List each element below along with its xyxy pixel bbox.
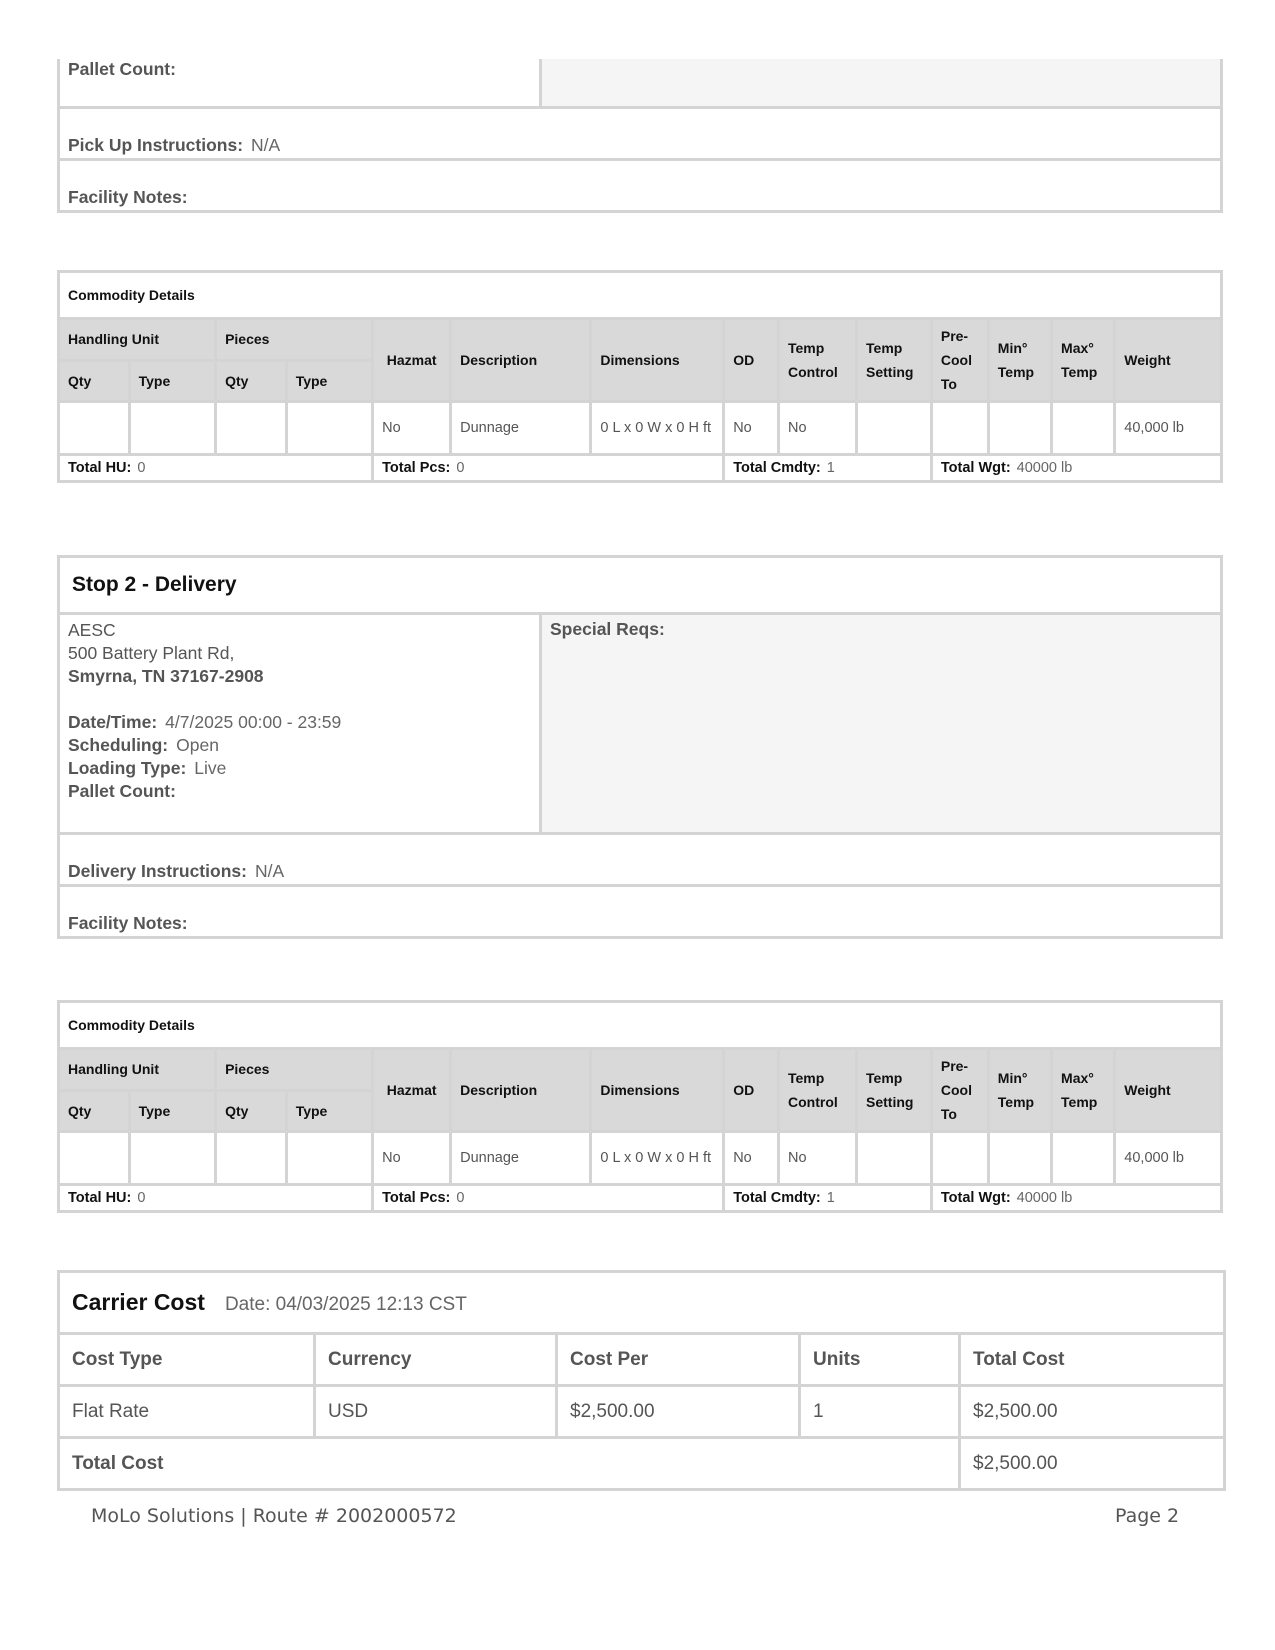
- max-temp-header: Max° Temp: [1052, 1049, 1115, 1132]
- total-hu: 0: [137, 460, 146, 476]
- hazmat-header: Hazmat: [373, 1049, 451, 1132]
- total-cost-label: Total Cost: [59, 1438, 960, 1490]
- stop2-section: [57, 555, 1223, 939]
- weight-header: Weight: [1115, 1049, 1222, 1132]
- pickup-instructions: Pick Up Instructions: N/A: [60, 106, 1220, 158]
- carrier-cost-caption: [59, 1272, 1225, 1334]
- total-cost-header: Total Cost: [960, 1334, 1225, 1386]
- table-row: [59, 1132, 1222, 1185]
- weight-cell: 40,000 lb: [1115, 1132, 1222, 1185]
- hu-type-header: Type: [129, 360, 215, 402]
- currency-header: Currency: [315, 1334, 557, 1386]
- delivery-instructions: Delivery Instructions: N/A: [60, 832, 1220, 884]
- handling-unit-header: Handling Unit: [59, 319, 216, 361]
- od-header: OD: [724, 1049, 779, 1132]
- hu-qty-header: Qty: [59, 360, 130, 402]
- od-cell: No: [724, 402, 779, 455]
- description-header: Description: [451, 1049, 591, 1132]
- carrier-cost-table: [57, 1270, 1223, 1491]
- temp-setting-header: Temp Setting: [857, 1049, 932, 1132]
- hu-qty-header: Qty: [59, 1090, 130, 1132]
- hu-type-header: Type: [129, 1090, 215, 1132]
- commodity-details-table-1: [57, 270, 1223, 483]
- pieces-header: Pieces: [216, 1049, 373, 1091]
- pre-cool-header: Pre-Cool To: [931, 1049, 988, 1132]
- footer-page-number: Page 2: [1115, 1505, 1180, 1527]
- hazmat-cell: No: [373, 402, 451, 455]
- table-row: [59, 402, 1222, 455]
- section-title: Commodity Details: [59, 1002, 1222, 1049]
- min-temp-header: Min° Temp: [988, 1049, 1051, 1132]
- facility-notes: Facility Notes:: [60, 158, 1220, 210]
- temp-control-cell: No: [779, 402, 857, 455]
- pcs-type-header: Type: [286, 1090, 372, 1132]
- hazmat-header: Hazmat: [373, 319, 451, 402]
- totals-row: Total HU: 0 Total Pcs: 0 Total Cmdty: 1 Total Wgt: 40000 lb: [59, 455, 1222, 482]
- total-wgt: 40000 lb: [1016, 460, 1073, 476]
- carrier-cost-date: Date: 04/03/2025 12:13 CST: [224, 1294, 467, 1315]
- description-cell: Dunnage: [451, 402, 591, 455]
- min-temp-header: Min° Temp: [988, 319, 1051, 402]
- loading-type: Loading Type: Live: [68, 758, 227, 778]
- max-temp-header: Max° Temp: [1052, 319, 1115, 402]
- facility-notes: Facility Notes:: [60, 884, 1220, 936]
- temp-control-cell: No: [779, 1132, 857, 1185]
- pallet-count: Pallet Count:: [60, 59, 542, 106]
- od-header: OD: [724, 319, 779, 402]
- dimensions-header: Dimensions: [591, 1049, 724, 1132]
- footer-route: MoLo Solutions | Route # 2002000572: [91, 1505, 457, 1527]
- total-wgt: 40000 lb: [1016, 1190, 1073, 1206]
- temp-setting-header: Temp Setting: [857, 319, 932, 402]
- total-pcs: 0: [456, 1190, 465, 1206]
- dimensions-cell: 0 L x 0 W x 0 H ft: [591, 1132, 724, 1185]
- special-reqs-area: [542, 59, 1220, 106]
- commodity-details-table-2: [57, 1000, 1223, 1213]
- street: 500 Battery Plant Rd,: [68, 643, 235, 663]
- scheduling: Scheduling: Open: [68, 735, 219, 755]
- weight-cell: 40,000 lb: [1115, 402, 1222, 455]
- datetime: Date/Time: 4/7/2025 00:00 - 23:59: [68, 712, 342, 732]
- carrier-cost-title: Carrier Cost: [72, 1289, 205, 1315]
- total-hu: 0: [137, 1190, 146, 1206]
- handling-unit-header: Handling Unit: [59, 1049, 216, 1091]
- od-cell: No: [724, 1132, 779, 1185]
- cost-type-header: Cost Type: [59, 1334, 315, 1386]
- hazmat-cell: No: [373, 1132, 451, 1185]
- pcs-qty-header: Qty: [216, 360, 287, 402]
- total-pcs: 0: [456, 460, 465, 476]
- cost-type-cell: Flat Rate: [59, 1386, 315, 1438]
- description-header: Description: [451, 319, 591, 402]
- city-state-zip: Smyrna, TN 37167-2908: [68, 666, 264, 686]
- pallet-count: Pallet Count:: [68, 781, 176, 801]
- table-row: [59, 1386, 1225, 1438]
- stop1-remnant: [57, 59, 1223, 213]
- dimensions-header: Dimensions: [591, 319, 724, 402]
- currency-cell: USD: [315, 1386, 557, 1438]
- stop2-title: Stop 2 - Delivery: [60, 558, 1220, 615]
- total-cost-cell: $2,500.00: [960, 1386, 1225, 1438]
- units-header: Units: [800, 1334, 960, 1386]
- total-cost-value: $2,500.00: [960, 1438, 1225, 1490]
- pieces-header: Pieces: [216, 319, 373, 361]
- stop2-address: [60, 615, 542, 832]
- total-cmdty: 1: [826, 1190, 835, 1206]
- cost-per-cell: $2,500.00: [557, 1386, 800, 1438]
- company-name: AESC: [68, 620, 116, 640]
- temp-control-header: Temp Control: [779, 1049, 857, 1132]
- units-cell: 1: [800, 1386, 960, 1438]
- total-row: [59, 1438, 1225, 1490]
- section-title: Commodity Details: [59, 272, 1222, 319]
- totals-row: Total HU: 0 Total Pcs: 0 Total Cmdty: 1 Total Wgt: 40000 lb: [59, 1185, 1222, 1212]
- pre-cool-header: Pre-Cool To: [931, 319, 988, 402]
- weight-header: Weight: [1115, 319, 1222, 402]
- temp-control-header: Temp Control: [779, 319, 857, 402]
- dimensions-cell: 0 L x 0 W x 0 H ft: [591, 402, 724, 455]
- pcs-type-header: Type: [286, 360, 372, 402]
- special-reqs: Special Reqs:: [542, 615, 1220, 832]
- description-cell: Dunnage: [451, 1132, 591, 1185]
- pcs-qty-header: Qty: [216, 1090, 287, 1132]
- cost-per-header: Cost Per: [557, 1334, 800, 1386]
- total-cmdty: 1: [826, 460, 835, 476]
